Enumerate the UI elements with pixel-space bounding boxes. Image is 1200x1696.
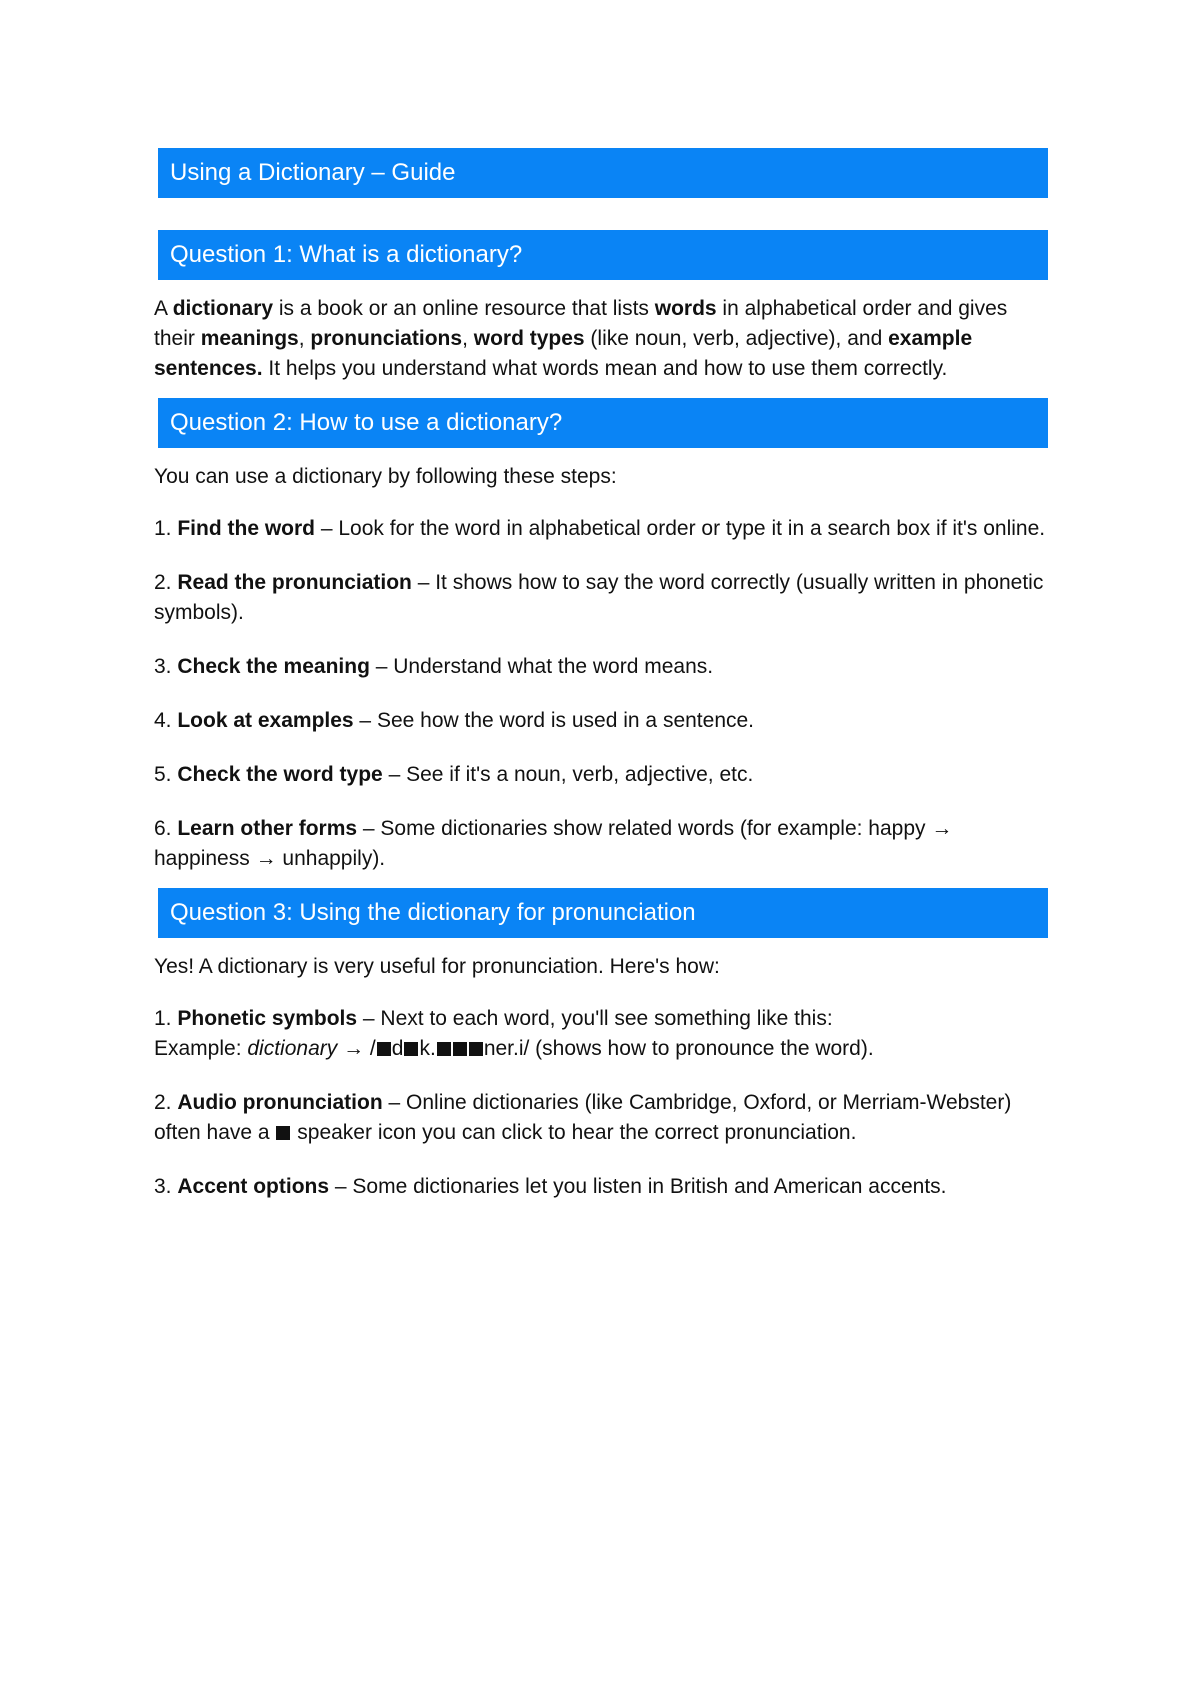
example-phonetic: ner.i/ (shows how to pronounce the word). (483, 1037, 874, 1060)
section-heading-q1 (158, 230, 1048, 280)
step-number: 3. (154, 655, 178, 678)
step-number: 2. (154, 571, 178, 594)
section-heading-q2-text: Question 2: How to use a dictionary? (170, 409, 563, 436)
q2-step-4 (154, 706, 1048, 736)
item-label: Accent options (177, 1175, 330, 1198)
q1-text: It helps you understand what words mean and how to use them correctly. (262, 357, 948, 380)
missing-glyph-icon (437, 1042, 451, 1056)
missing-glyph-icon (453, 1042, 467, 1056)
q2-step-3 (154, 652, 1048, 682)
item-number: 3. (154, 1175, 178, 1198)
q1-text: , (462, 327, 474, 350)
missing-glyph-icon (377, 1042, 391, 1056)
document-page (154, 148, 1048, 1226)
step-number: 1. (154, 517, 178, 540)
step-text: – See if it's a noun, verb, adjective, etc. (382, 763, 754, 786)
q2-step-1 (154, 514, 1048, 544)
step-label: Look at examples (177, 709, 354, 732)
example-arrow: → / (337, 1037, 376, 1060)
q1-bold: word types (473, 327, 585, 350)
item-label: Phonetic symbols (177, 1007, 358, 1030)
section-heading-q3 (158, 888, 1048, 938)
q1-paragraph (154, 294, 1048, 384)
q3-intro: Yes! A dictionary is very useful for pronunciation. Here's how: (154, 955, 720, 978)
section-heading-q2 (158, 398, 1048, 448)
q1-bold: dictionary (172, 297, 274, 320)
q1-text: is a book or an online resource that lists (273, 297, 655, 320)
q1-text: in alphabetical order and gives their (154, 297, 1008, 350)
step-label: Check the word type (177, 763, 383, 786)
item-text: – Next to each word, you'll see something like this: (357, 1007, 833, 1030)
step-label: Read the pronunciation (177, 571, 412, 594)
q2-step-5 (154, 760, 1048, 790)
item-label: Audio pronunciation (177, 1091, 383, 1114)
missing-glyph-icon (469, 1042, 483, 1056)
step-number: 6. (154, 817, 178, 840)
q3-item-1 (154, 1004, 1048, 1064)
step-text: – Some dictionaries show related words (for example: happy → happiness → unhappily). (154, 817, 953, 870)
q2-intro: You can use a dictionary by following these steps: (154, 465, 617, 488)
step-number: 4. (154, 709, 178, 732)
q1-text: A (154, 297, 173, 320)
q1-bold: example sentences. (154, 327, 973, 380)
q1-bold: words (654, 297, 717, 320)
item-number: 1. (154, 1007, 178, 1030)
example-phonetic: d (391, 1037, 404, 1060)
step-text: – Understand what the word means. (369, 655, 714, 678)
speaker-icon (276, 1126, 290, 1140)
example-prefix: Example: (154, 1037, 248, 1060)
step-label: Check the meaning (177, 655, 370, 678)
item-text: – Some dictionaries let you listen in British and American accents. (329, 1175, 947, 1198)
page-title-text: Using a Dictionary – Guide (170, 159, 456, 186)
step-text: – See how the word is used in a sentence. (353, 709, 755, 732)
q1-text: , (298, 327, 311, 350)
example-word: dictionary (247, 1037, 338, 1060)
q3-item-3 (154, 1172, 1048, 1202)
q2-step-6 (154, 814, 1048, 874)
q2-step-2 (154, 568, 1048, 628)
page-title (158, 148, 1048, 198)
step-text: – It shows how to say the word correctly (usually written in phonetic symbols). (154, 571, 1044, 624)
section-heading-q1-text: Question 1: What is a dictionary? (170, 241, 523, 268)
step-label: Learn other forms (177, 817, 358, 840)
item-text: – Online dictionaries (like Cambridge, Oxford, or Merriam-Webster) often have a (154, 1091, 1012, 1144)
q1-bold: meanings (200, 327, 299, 350)
step-text: – Look for the word in alphabetical order or type it in a search box if it's online. (315, 517, 1046, 540)
q1-bold: pronunciations (310, 327, 463, 350)
example-phonetic: k. (419, 1037, 436, 1060)
step-label: Find the word (177, 517, 316, 540)
missing-glyph-icon (404, 1042, 418, 1056)
step-number: 5. (154, 763, 178, 786)
item-text: speaker icon you can click to hear the correct pronunciation. (291, 1121, 857, 1144)
item-number: 2. (154, 1091, 178, 1114)
section-heading-q3-text: Question 3: Using the dictionary for pronunciation (170, 899, 696, 926)
q3-item-2 (154, 1088, 1048, 1148)
q1-text: (like noun, verb, adjective), and (584, 327, 889, 350)
